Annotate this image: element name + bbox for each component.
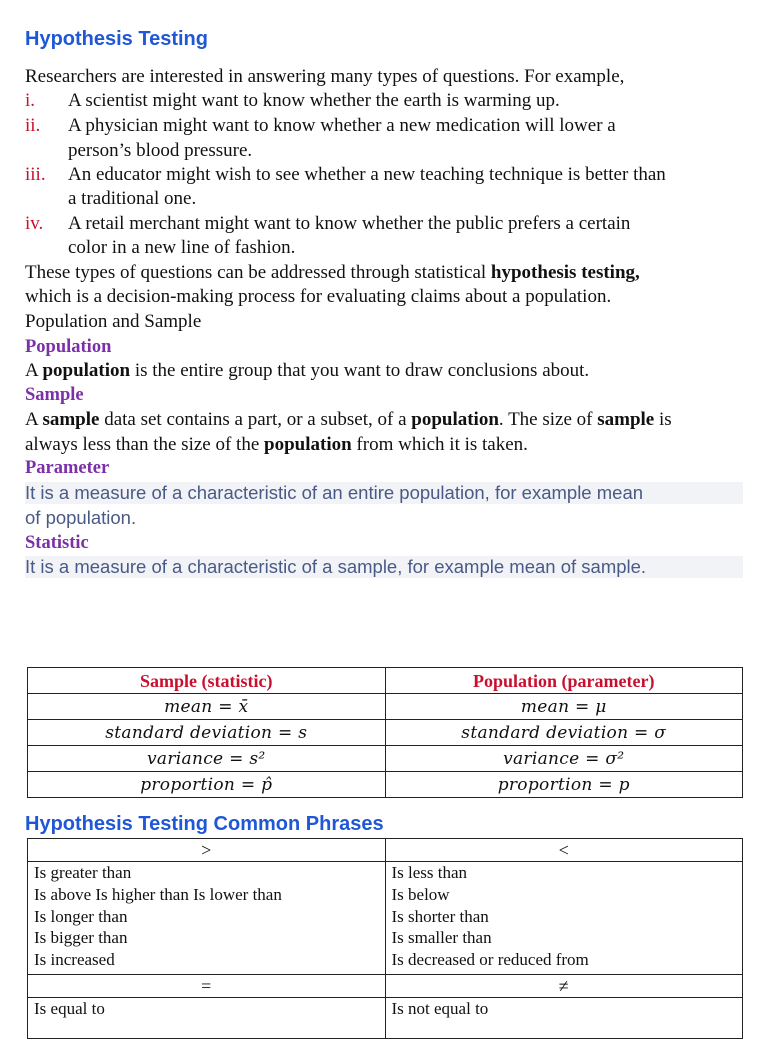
table-row (28, 772, 743, 798)
bold-term: population (411, 409, 499, 430)
table-row (28, 746, 743, 772)
table-cell: standard deviation = σ (385, 720, 743, 746)
list-item: Is increased (34, 950, 115, 970)
list-item-continued: color in a new line of fashion. (68, 237, 296, 258)
list-item: Is shorter than (391, 906, 489, 926)
bold-term: population (42, 360, 131, 381)
column-header: Sample (statistic) (28, 668, 386, 694)
list-item: Is smaller than (391, 928, 492, 948)
list-number: ii. (25, 115, 41, 136)
list-item: Is equal to (34, 999, 105, 1018)
list-item: Is greater than (34, 863, 132, 882)
para-bold: hypothesis testing, (490, 262, 640, 283)
symbol-row (28, 839, 743, 862)
para-text: These types of questions can be addressed through statistical (25, 262, 491, 283)
list-item: Is bigger than (34, 928, 128, 948)
table-row (28, 694, 743, 720)
text: A (25, 360, 43, 381)
sample-heading: Sample (25, 385, 84, 405)
equal-phrases (28, 998, 386, 1039)
not-equal-symbol: ≠ (385, 975, 743, 998)
common-phrases-table (27, 838, 743, 1039)
population-definition (25, 360, 589, 382)
table-cell: proportion = p (385, 772, 743, 798)
parameter-heading: Parameter (25, 458, 110, 478)
list-item: Is decreased or reduced from (391, 950, 589, 970)
bold-term: sample (42, 409, 100, 430)
parameter-definition-line2: of population. (25, 507, 137, 528)
list-number: iii. (25, 164, 46, 185)
sample-definition (25, 409, 672, 431)
intro-text: Researchers are interested in answering many types of questions. For example, (25, 66, 625, 87)
phrases-row (28, 862, 743, 975)
list-item: Is not equal to (391, 999, 489, 1018)
phrases-row (28, 998, 743, 1039)
phrases-title: Hypothesis Testing Common Phrases (25, 813, 384, 835)
text: A (25, 409, 43, 430)
greater-than-symbol: > (28, 839, 386, 862)
statistic-parameter-table (27, 667, 743, 798)
list-number: iv. (25, 213, 44, 234)
bold-term: population (264, 434, 352, 455)
list-item: A retail merchant might want to know whether the public prefers a certain (68, 213, 631, 234)
population-heading: Population (25, 337, 112, 357)
text: data set contains a part, or a subset, of a (99, 409, 412, 430)
list-item: A scientist might want to know whether the earth is warming up. (68, 90, 560, 111)
bold-term: sample (597, 409, 655, 430)
text: from which it is taken. (351, 434, 528, 455)
list-item: A physician might want to know whether a new medication will lower a (68, 115, 616, 136)
section-label: Population and Sample (25, 311, 202, 332)
page-title: Hypothesis Testing (25, 28, 208, 50)
list-item-continued: person’s blood pressure. (68, 140, 253, 161)
sample-definition-line2 (25, 434, 528, 456)
table-header-row (28, 668, 743, 694)
table-cell: variance = s² (28, 746, 386, 772)
list-item: An educator might wish to see whether a new teaching technique is better than (68, 164, 666, 185)
table-cell: mean = x̄ (28, 694, 386, 720)
not-equal-phrases (385, 998, 743, 1039)
statistic-heading: Statistic (25, 533, 89, 553)
table-cell: variance = σ² (385, 746, 743, 772)
table-row (28, 720, 743, 746)
list-item: Is below (391, 884, 450, 904)
hypothesis-paragraph-line2: which is a decision-making process for evaluating claims about a population. (25, 286, 612, 307)
list-item: Is less than (391, 863, 468, 882)
table-cell: standard deviation = s (28, 720, 386, 746)
table-cell: proportion = p̂ (28, 772, 386, 798)
column-header: Population (parameter) (385, 668, 743, 694)
less-than-phrases (385, 862, 743, 975)
list-item: Is above Is higher than Is lower than (34, 884, 282, 904)
hypothesis-paragraph (25, 262, 640, 284)
table-cell: mean = μ (385, 694, 743, 720)
text: is the entire group that you want to draw conclusions about. (130, 360, 590, 381)
statistic-definition: It is a measure of a characteristic of a sample, for example mean of sample. (25, 556, 743, 578)
parameter-definition: It is a measure of a characteristic of an entire population, for example mean (25, 482, 743, 504)
list-number: i. (25, 90, 36, 111)
equal-symbol: = (28, 975, 386, 998)
less-than-symbol: < (385, 839, 743, 862)
text: . The size of (498, 409, 598, 430)
text: is (654, 409, 672, 430)
text: always less than the size of the (25, 434, 265, 455)
list-item-continued: a traditional one. (68, 188, 197, 209)
greater-than-phrases (28, 862, 386, 975)
symbol-row (28, 975, 743, 998)
list-item: Is longer than (34, 906, 128, 926)
